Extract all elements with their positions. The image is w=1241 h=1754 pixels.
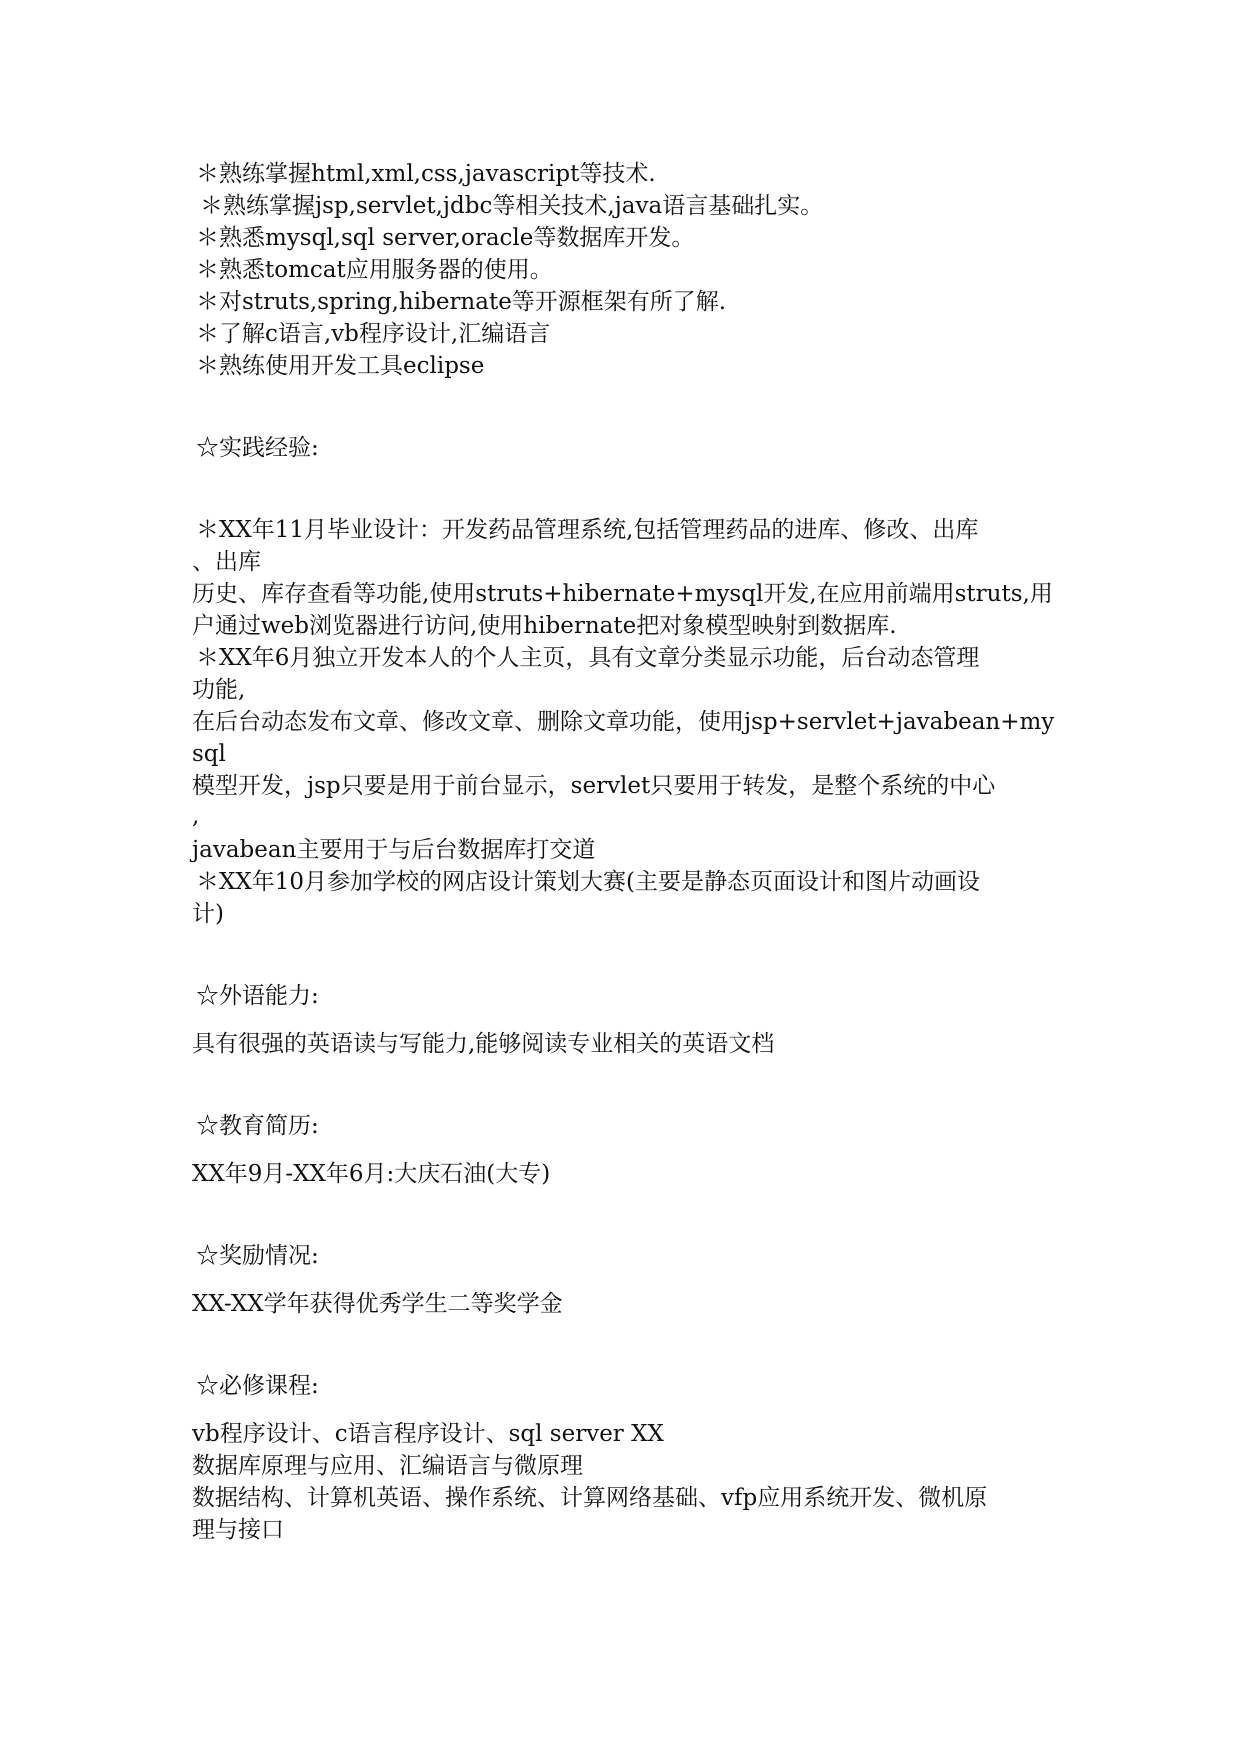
practice-line: ＊XX年6月独立开发本人的个人主页，具有文章分类显示功能，后台动态管理 (196, 645, 980, 671)
practice-line: 计) (192, 901, 224, 927)
section-heading-education: ☆教育简历: (196, 1113, 319, 1139)
practice-line: 、出库 (192, 549, 261, 575)
education-text: XX年9月-XX年6月:大庆石油(大专) (192, 1161, 551, 1187)
practice-line: ＊XX年11月毕业设计：开发药品管理系统,包括管理药品的进库、修改、出库 (196, 517, 979, 543)
course-line: 数据结构、计算机英语、操作系统、计算网络基础、vfp应用系统开发、微机原 (192, 1485, 988, 1511)
practice-line: ＊XX年10月参加学校的网店设计策划大赛(主要是静态页面设计和图片动画设 (196, 869, 980, 895)
skill-item: ＊熟练掌握html,xml,css,javascript等技术. (196, 161, 656, 187)
skill-item: ＊熟悉mysql,sql server,oracle等数据库开发。 (196, 225, 695, 251)
practice-line: 历史、库存查看等功能,使用struts+hibernate+mysql开发,在应用前端用struts,用 (192, 581, 1053, 607)
practice-line: 模型开发，jsp只要是用于前台显示，servlet只要用于转发，是整个系统的中心 (192, 773, 996, 799)
skill-item: ＊了解c语言,vb程序设计,汇编语言 (196, 321, 551, 347)
practice-line: javabean主要用于与后台数据库打交道 (192, 837, 596, 863)
skill-item: ＊熟练使用开发工具eclipse (196, 353, 485, 379)
skill-item: ＊熟悉tomcat应用服务器的使用。 (196, 257, 553, 283)
practice-line: sql (192, 741, 226, 767)
awards-text: XX-XX学年获得优秀学生二等奖学金 (192, 1291, 563, 1317)
course-line: vb程序设计、c语言程序设计、sql server XX (192, 1421, 664, 1447)
section-heading-language: ☆外语能力: (196, 983, 319, 1009)
section-heading-courses: ☆必修课程: (196, 1373, 319, 1399)
course-line: 数据库原理与应用、汇编语言与微原理 (192, 1453, 583, 1479)
practice-line: 在后台动态发布文章、修改文章、删除文章功能，使用jsp+servlet+javabean+my (192, 709, 1055, 735)
section-heading-practice: ☆实践经验: (196, 435, 319, 461)
language-text: 具有很强的英语读与写能力,能够阅读专业相关的英语文档 (192, 1031, 775, 1057)
practice-line: 户通过web浏览器进行访问,使用hibernate把对象模型映射到数据库. (192, 613, 897, 639)
skill-item: ＊熟练掌握jsp,servlet,jdbc等相关技术,java语言基础扎实。 (200, 193, 824, 219)
practice-line: , (192, 803, 200, 829)
practice-line: 功能, (192, 677, 246, 703)
skill-item: ＊对struts,spring,hibernate等开源框架有所了解. (196, 289, 727, 315)
section-heading-awards: ☆奖励情况: (196, 1243, 319, 1269)
course-line: 理与接口 (192, 1517, 284, 1543)
